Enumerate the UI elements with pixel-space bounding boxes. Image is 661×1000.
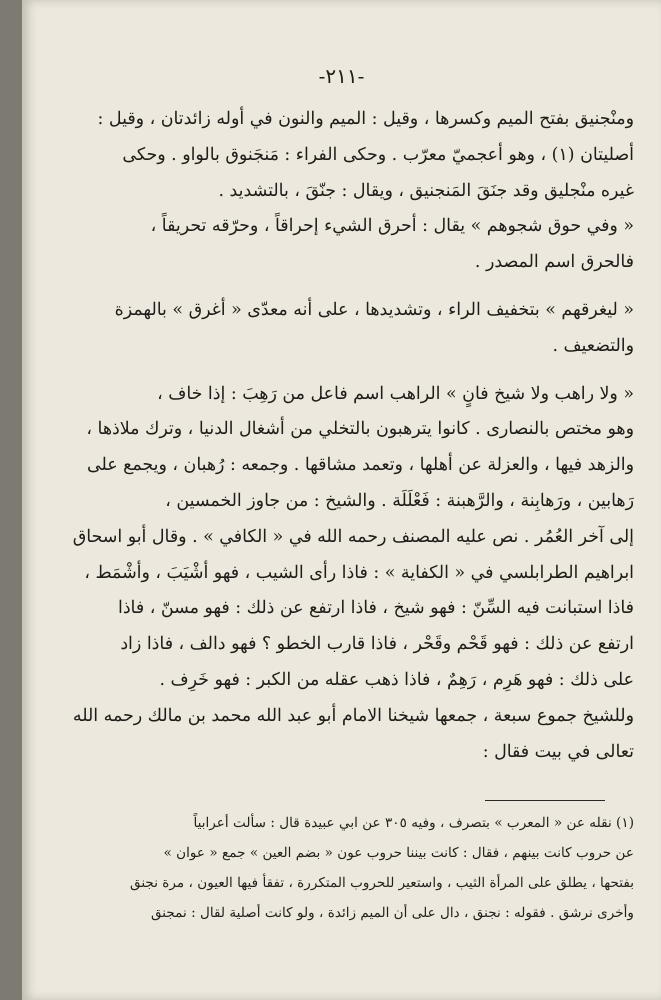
footnote-line: عن حروب كانت بينهم ، فقال : كانت بيننا حروب عون « بضم العين » جمع « عوان »: [163, 845, 634, 861]
text-line: ومنْجنيق بفتح الميم وكسرها ، وقيل : الميم والنون في أوله زائدتان ، وقيل :: [97, 109, 634, 129]
text-line: تعالى في بيت فقال :: [482, 741, 634, 762]
text-line: وهو مختص بالنصارى . كانوا يترهبون بالتخلي من أشغال الدنيا ، وترك ملاذها ،: [86, 419, 634, 440]
book-page: [22, 0, 661, 1000]
text-line: « ليغرقهم » بتخفيف الراء ، وتشديدها ، على أنه معدّى « أغرق » بالهمزة: [114, 299, 634, 320]
text-line: وللشيخ جموع سبعة ، جمعها شيخنا الامام أبو عبد الله محمد بن مالك رحمه الله: [72, 705, 634, 726]
footnote-line: (١) نقله عن « المعرب » بتصرف ، وفيه ٣٠٥ عن ابي عبيدة قال : سألت أعرابياً: [193, 815, 634, 831]
text-line: ابراهيم الطرابلسي في « الكفاية » : فاذا رأى الشيب ، فهو أشْيَبَ ، وأشْمَط ،: [84, 562, 634, 583]
paragraph-gap: [62, 281, 634, 293]
text-line: « وفي حوق شجوهم » يقال : أحرق الشيء إحراقاً ، وحرّقه تحريقاً ،: [150, 216, 634, 237]
text-line: غيره منْجليق وقد جنَقَ المَنجنيق ، ويقال : جنّقَ ، بالتشديد .: [218, 180, 634, 201]
text-line: على ذلك : فهو هَرِم ، رَهِمٌ ، فاذا ذهب عقله من الكبر : فهو خَرِف .: [159, 669, 634, 690]
text-line: ارتفع عن ذلك : فهو قَحْم وقَحْر ، فاذا قارب الخطو ؟ فهو دالف ، فاذا زاد: [120, 634, 634, 655]
main-text: [62, 102, 634, 770]
page-number: -٢١١-: [318, 64, 365, 88]
text-line: والتضعيف .: [552, 335, 634, 356]
text-line: « ولا راهب ولا شيخ فانٍ » الراهب اسم فاعل من رَهِبَ : إذا خاف ،: [157, 383, 634, 404]
text-line: رَهابين ، ورَهابِنة ، والرَّهبنة : فَعْلَلَة . والشيخ : من جاوز الخمسين ،: [165, 490, 634, 511]
footnote-divider: [485, 800, 605, 801]
text-line: فالحرق اسم المصدر .: [474, 252, 634, 273]
text-line: والزهد فيها ، والعزلة عن أهلها ، وتعمد مشاقها . وجمعه : رُهبان ، ويجمع على: [86, 455, 634, 476]
footnotes: [62, 808, 634, 928]
footnote-line: بفتحها ، يطلق على المرأة الثيب ، واستعير للحروب المتكررة ، تفقأ فيها العيون ، مرة نجنق: [129, 875, 634, 891]
text-line: فاذا استبانت فيه السِّنّ : فهو شيخ ، فاذا ارتفع عن ذلك : فهو مسنّ ، فاذا: [117, 598, 634, 619]
paragraph-gap: [62, 365, 634, 377]
text-line: إلى آخر العُمُر . نص عليه المصنف رحمه الله في « الكافي » . وقال أبو اسحاق: [72, 526, 634, 547]
text-line: أصليتان (١) ، وهو أعجميّ معرّب . وحكى الفراء : مَنجَنوق بالواو . وحكى: [122, 144, 634, 165]
footnote-line: وأخرى نرشق . فقوله : نجنق ، دال على أن الميم زائدة ، ولو كانت أصلية لقال : نمجنق: [150, 905, 634, 921]
